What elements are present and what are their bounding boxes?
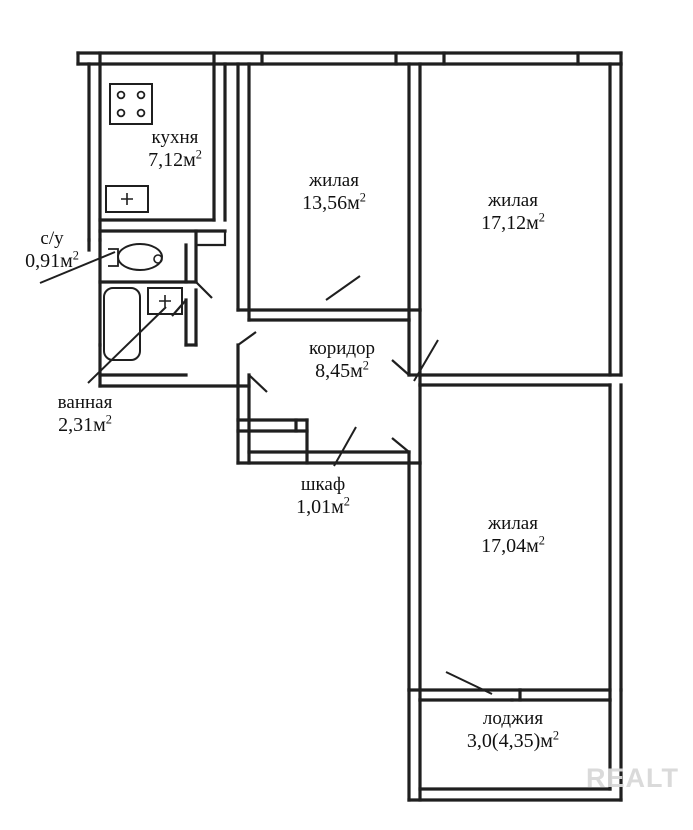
- room-area: $17,12м^2$: [481, 210, 545, 235]
- room-name: шкаф: [300, 474, 346, 495]
- wall-outline: [78, 53, 621, 800]
- room-name: жилая: [309, 170, 359, 191]
- room-area: $2,31м^2$: [58, 412, 112, 437]
- watermark: [586, 763, 679, 794]
- room-name: ванная: [57, 392, 113, 413]
- room-area: $0,91м^2$: [25, 248, 79, 273]
- room-name: кухня: [151, 127, 199, 148]
- room-area: $7,12м^2$: [148, 147, 202, 172]
- fixtures-layer: [104, 84, 182, 360]
- room-area: $1,01м^2$: [296, 494, 350, 519]
- room-name: с/у: [40, 228, 64, 249]
- label-leader-lines: [40, 252, 492, 694]
- room-area: $13,56м^2$: [302, 190, 366, 215]
- room-name: лоджия: [482, 708, 544, 729]
- room-area: $17,04м^2$: [481, 533, 545, 558]
- room-name: жилая: [488, 513, 538, 534]
- room-name: жилая: [488, 190, 538, 211]
- room-area: $8,45м^2$: [315, 358, 369, 383]
- room-area: $3,0(4,35)м^2$: [466, 728, 560, 753]
- watermark-text: REALT: [586, 763, 679, 793]
- room-name: коридор: [308, 338, 376, 359]
